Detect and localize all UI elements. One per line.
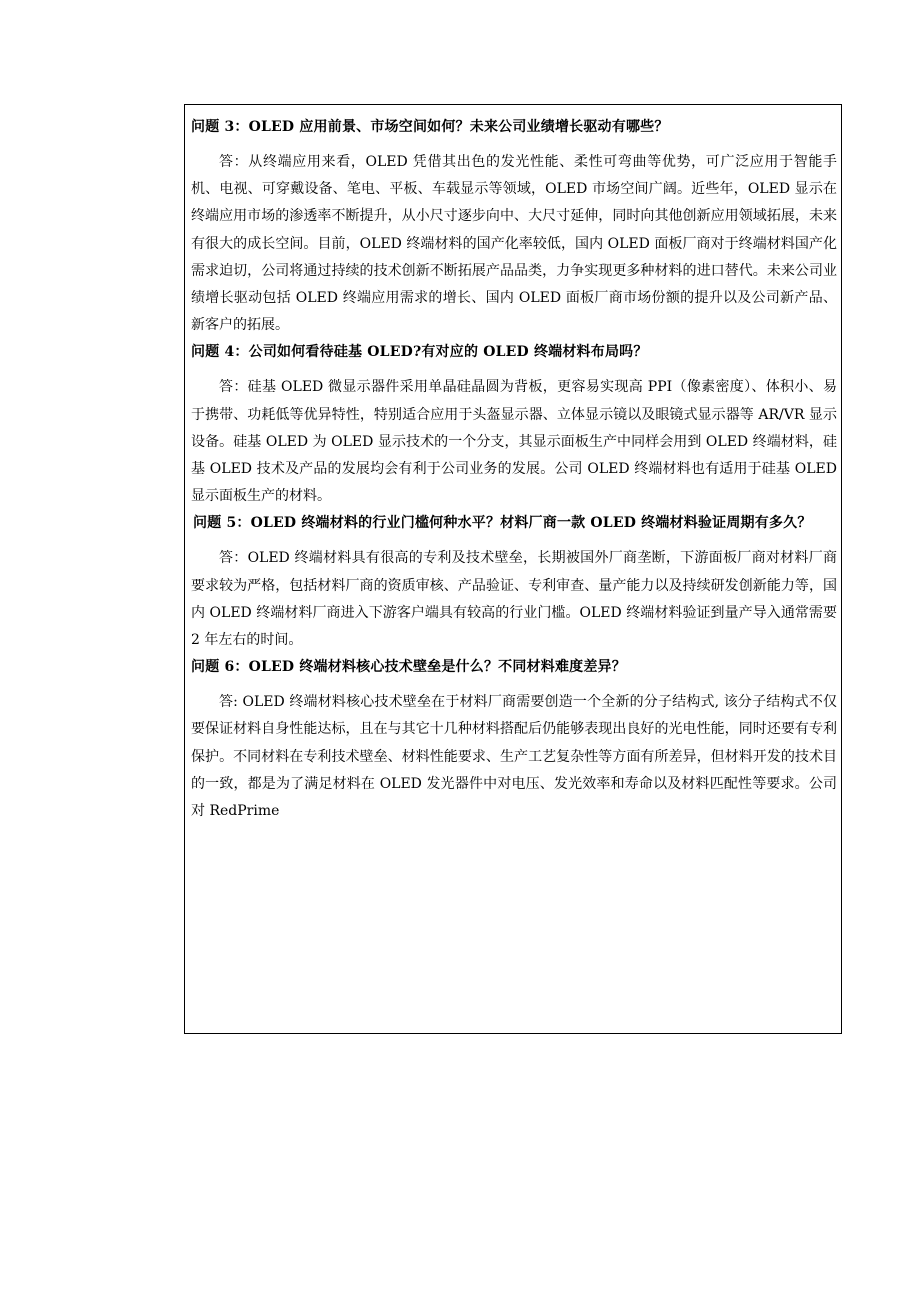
qa-table-cell: [184, 104, 842, 1034]
answer-5-text: 答：OLED 终端材料具有很高的专利及技术壁垒，长期被国外厂商垄断，下游面板厂商对材料厂商要求较为严格，包括材料厂商的资质审核、产品验证、专利审查、量产能力以及持续研发创新能力等，国内 OLED 终端材料厂商进入下游客户端具有较高的行业门槛。OLED 终端材料验证到量产导入通常需要 2 年左右的时间。: [191, 550, 837, 649]
question-4-heading: 问题 4：公司如何看待硅基 OLED?有对应的 OLED 终端材料布局吗？: [191, 344, 648, 361]
answer-3-text: 答：从终端应用来看，OLED 凭借其出色的发光性能、柔性可弯曲等优势，可广泛应用于智能手机、电视、可穿戴设备、笔电、平板、车载显示等领域，OLED 市场空间广阔。近些年，OLED 显示在终端应用市场的渗透率不断提升，从小尺寸逐步向中、大尺寸延伸，同时向其他创新应用领域拓展，未来有很大的成长空间。目前，OLED 终端材料的国产化率较低，国内 OLED 面板厂商对于终端材料国产化需求迫切，公司将通过持续的技术创新不断拓展产品品类，力争实现更多种材料的进口替代。未来公司业绩增长驱动包括 OLED 终端应用需求的增长、国内 OLED 面板厂商市场份额的提升以及公司新产品、新客户的拓展。: [191, 154, 837, 334]
answer-6-text: 答: OLED 终端材料核心技术壁垒在于材料厂商需要创造一个全新的分子结构式, 该分子结构式不仅要保证材料自身性能达标，且在与其它十几种材料搭配后仍能够表现出良好的光电性能，同时还要有专利保护。不同材料在专利技术壁垒、材料性能要求、生产工艺复杂性等方面有所差异，但材料开发的技术目的一致，都是为了满足材料在 OLED 发光器件中对电压、发光效率和寿命以及材料匹配性等要求。公司对 RedPrime: [191, 694, 837, 820]
question-5-heading: 问题 5：OLED 终端材料的行业门槛何种水平？材料厂商一款 OLED 终端材料验证周期有多久？: [193, 515, 812, 532]
question-6-heading: 问题 6：OLED 终端材料核心技术壁垒是什么？不同材料难度差异？: [191, 659, 626, 676]
question-3-heading: 问题 3：OLED 应用前景、市场空间如何？未来公司业绩增长驱动有哪些？: [191, 119, 669, 135]
answer-4-text: 答：硅基 OLED 微显示器件采用单晶硅晶圆为背板，更容易实现高 PPI（像素密度）、体积小、易于携带、功耗低等优异特性，特别适合应用于头盔显示器、立体显示镜以及眼镜式显示器等 AR/VR 显示设备。硅基 OLED 为 OLED 显示技术的一个分支，其显示面板生产中同样会用到 OLED 终端材料，硅基 OLED 技术及产品的发展均会有利于公司业务的发展。公司 OLED 终端材料也有适用于硅基 OLED 显示面板生产的材料。: [191, 379, 837, 505]
